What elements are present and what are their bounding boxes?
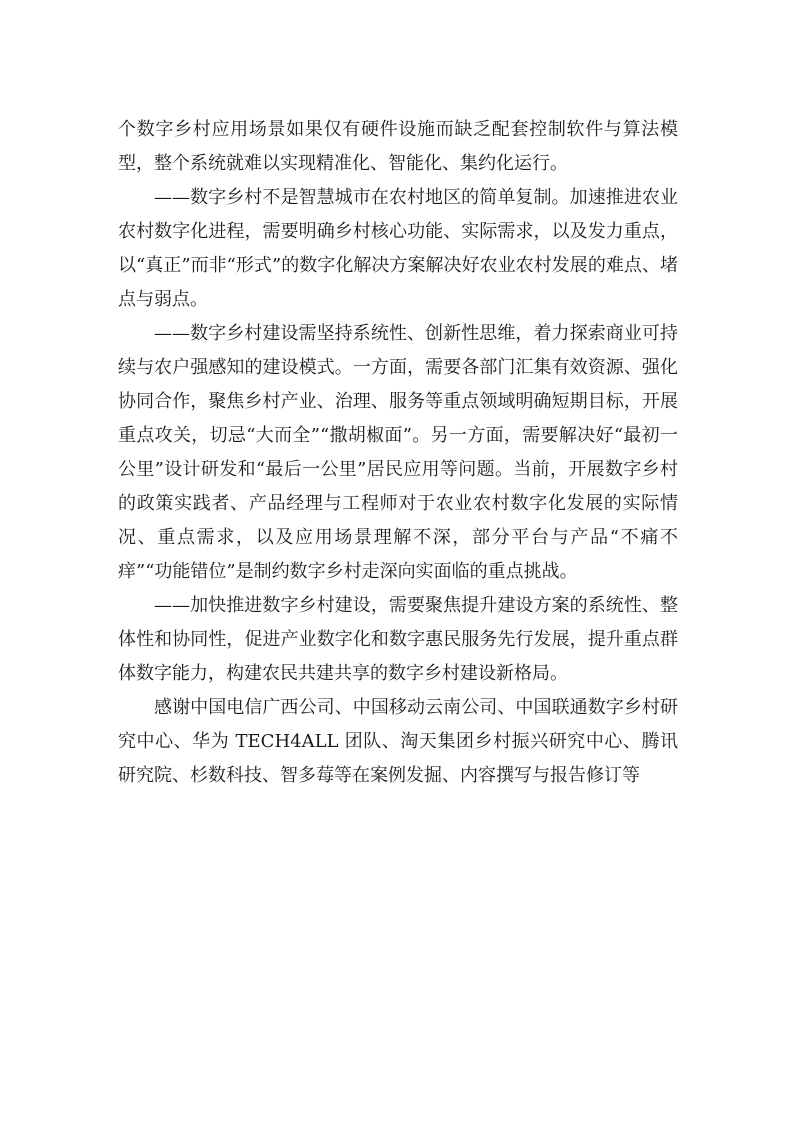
paragraph-acknowledgements: 感谢中国电信广西公司、中国移动云南公司、中国联通数字乡村研究中心、华为 TECH4ALL 团队、淘天集团乡村振兴研究中心、腾讯研究院、杉数科技、智多莓等在案例发掘、内容撰写与报告修订等: [118, 697, 678, 786]
paragraph-accelerate-construction: ——加快推进数字乡村建设，需要聚焦提升建设方案的系统性、整体性和协同性，促进产业数字化和数字惠民服务先行发展，提升重点群体数字能力，构建农民共建共享的数字乡村建设新格局。: [118, 595, 678, 684]
paragraph-rural-not-city-copy: ——数字乡村不是智慧城市在农村地区的简单复制。加速推进农业农村数字化进程，需要明确乡村核心功能、实际需求，以及发力重点，以“真正”而非“形式”的数字化解决方案解决好农业农村发展的难点、堵点与弱点。: [118, 187, 678, 310]
paragraph-continuation: 个数字乡村应用场景如果仅有硬件设施而缺乏配套控制软件与算法模型，整个系统就难以实现精准化、智能化、集约化运行。: [118, 119, 678, 174]
body-text: [118, 113, 678, 793]
paragraph-systematic-thinking: ——数字乡村建设需坚持系统性、创新性思维，着力探索商业可持续与农户强感知的建设模式。一方面，需要各部门汇集有效资源、强化协同合作，聚焦乡村产业、治理、服务等重点领域明确短期目标，开展重点攻关，切忌“大而全”“撒胡椒面”。另一方面，需要解决好“最初一公里”设计研发和“最后一公里”居民应用等问题。当前，开展数字乡村的政策实践者、产品经理与工程师对于农业农村数字化发展的实际情况、重点需求，以及应用场景理解不深，部分平台与产品“不痛不痒”“功能错位”是制约数字乡村走深向实面临的重点挑战。: [118, 323, 678, 582]
